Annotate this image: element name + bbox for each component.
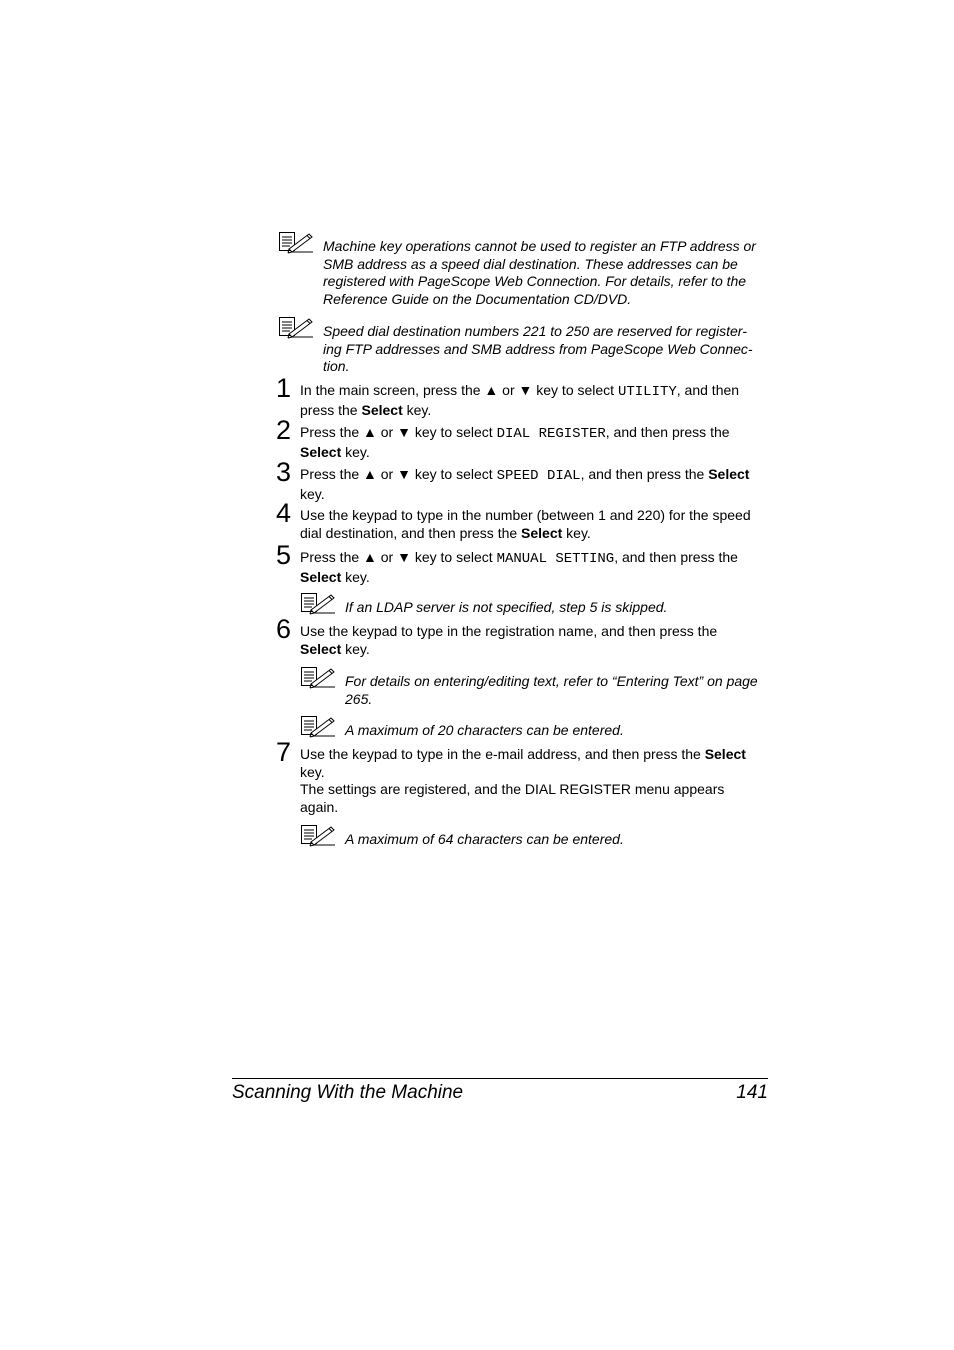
- key-name: Select: [300, 443, 342, 460]
- step-number: 5: [276, 540, 292, 570]
- step-text: key.: [341, 640, 370, 657]
- step-text: Use the keypad to type in the number (between 1 and 220) for the speed: [300, 507, 751, 523]
- step-3-text: [300, 466, 770, 503]
- step-text: Press the ▲ or ▼ key to select: [300, 424, 497, 440]
- menu-code: UTILITY: [617, 384, 677, 400]
- step-text: , and then press the: [580, 466, 709, 482]
- note-pencil-icon: [301, 593, 337, 615]
- menu-code: DIAL REGISTER: [496, 426, 606, 442]
- note-pencil-icon: [301, 825, 337, 847]
- step-number: 6: [276, 614, 292, 644]
- note-max-20: A maximum of 20 characters can be entered.: [345, 722, 624, 738]
- menu-code: SPEED DIAL: [496, 468, 581, 484]
- step-text: Press the ▲ or ▼ key to select: [300, 549, 497, 565]
- step-text: Press the ▲ or ▼ key to select: [300, 466, 497, 482]
- note-pencil-icon: [301, 667, 337, 689]
- step-number: 7: [276, 737, 292, 767]
- step-text: In the main screen, press the ▲ or ▼ key to select: [300, 382, 618, 398]
- key-name: Select: [300, 568, 342, 585]
- note-ldap: If an LDAP server is not specified, step 5 is skipped.: [345, 599, 668, 615]
- footer-rule: [232, 1078, 768, 1079]
- step-number: 3: [276, 457, 292, 487]
- note-line: tion.: [323, 358, 350, 375]
- step-1-text: [300, 382, 770, 419]
- note-line: Machine key operations cannot be used to register an FTP address or: [323, 238, 756, 254]
- note-line: ing FTP addresses and SMB address from PageScope Web Connec-: [323, 340, 753, 357]
- step-text: key.: [562, 524, 591, 541]
- note-line: Speed dial destination numbers 221 to 250 are reserved for register-: [323, 323, 747, 339]
- step-2-text: [300, 424, 770, 461]
- step-text: key.: [402, 401, 432, 418]
- note-entering-text: [345, 673, 775, 708]
- step-text: , and then press the: [614, 549, 738, 565]
- key-name: Select: [300, 640, 342, 657]
- step-text: again.: [300, 798, 339, 815]
- note-line: Reference Guide on the Documentation CD/DVD.: [323, 290, 632, 307]
- footer-title: Scanning With the Machine: [232, 1082, 464, 1103]
- step-text: key.: [341, 443, 370, 460]
- note-line: For details on entering/editing text, refer to “Entering Text” on page: [345, 673, 758, 689]
- note-speed-dial-reserved: [323, 323, 773, 376]
- note-line: 265.: [345, 690, 373, 707]
- step-text: key.: [341, 568, 370, 585]
- step-number: 2: [276, 415, 292, 445]
- note-pencil-icon: [279, 232, 315, 254]
- note-pencil-icon: [301, 716, 337, 738]
- step-text: , and then: [676, 382, 740, 398]
- step-text: Use the keypad to type in the registration name, and then press the: [300, 623, 718, 639]
- step-text: dial destination, and then press the: [300, 524, 522, 541]
- step-4-text: [300, 507, 770, 542]
- note-pencil-icon: [279, 317, 315, 339]
- step-text: press the: [300, 401, 362, 418]
- step-text: Use the keypad to type in the e-mail address, and then press the: [300, 746, 705, 762]
- step-number: 1: [276, 373, 292, 403]
- key-name: Select: [708, 466, 750, 482]
- note-max-64: A maximum of 64 characters can be entered.: [345, 831, 624, 847]
- step-text: The settings are registered, and the DIAL REGISTER menu appears: [300, 781, 725, 798]
- menu-code: MANUAL SETTING: [496, 551, 615, 567]
- note-line: SMB address as a speed dial destination. These addresses can be: [323, 255, 738, 272]
- step-text: , and then press the: [605, 424, 730, 440]
- key-name: Select: [704, 746, 746, 762]
- step-text: key.: [300, 763, 325, 780]
- step-6-text: [300, 623, 770, 658]
- step-text: key.: [300, 485, 325, 502]
- step-7-text: [300, 746, 770, 816]
- note-line: registered with PageScope Web Connection. For details, refer to the: [323, 273, 747, 290]
- note-machine-key: [323, 238, 773, 308]
- key-name: Select: [361, 401, 403, 418]
- step-number: 4: [276, 498, 292, 528]
- key-name: Select: [521, 524, 563, 541]
- step-5-text: [300, 549, 770, 586]
- page-number: 141: [736, 1082, 768, 1103]
